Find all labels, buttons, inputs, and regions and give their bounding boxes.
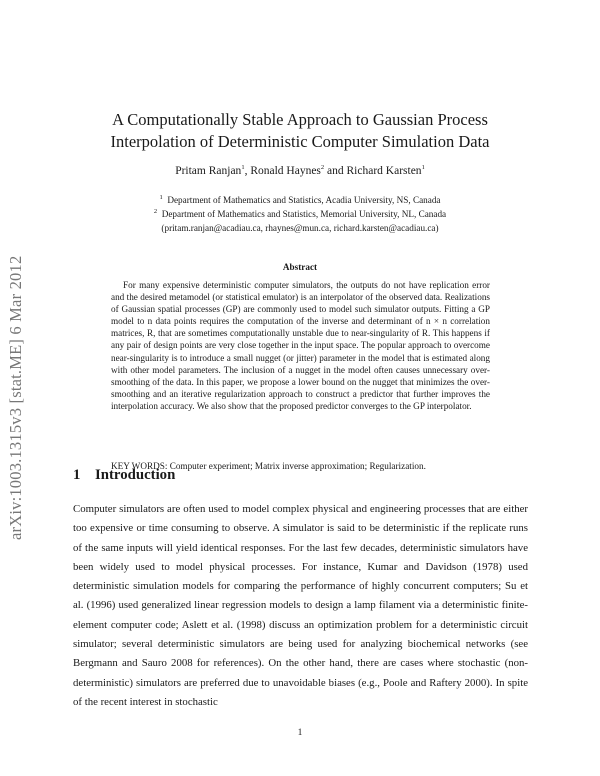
affiliation-2 <box>60 208 540 220</box>
section-heading <box>73 467 175 484</box>
author-separator: , <box>244 165 251 177</box>
author-emails: (pritam.ranjan@acadiau.ca, rhaynes@mun.ca, richard.karsten@acadiau.ca) <box>161 223 439 233</box>
affiliation-1-text: Department of Mathematics and Statistics, Acadia University, NS, Canada <box>167 195 441 205</box>
author-3-affil: 1 <box>421 164 425 172</box>
affiliation-1-mark: 1 <box>159 193 163 201</box>
affiliation-2-mark: 2 <box>153 207 158 215</box>
title-line-2: Interpolation of Deterministic Computer Simulation Data <box>110 132 490 151</box>
author-2: Ronald Haynes <box>250 165 321 177</box>
author-3: Richard Karsten <box>346 165 422 177</box>
title-line-1: A Computationally Stable Approach to Gaussian Process <box>112 110 488 129</box>
author-1: Pritam Ranjan <box>175 165 242 177</box>
page-number: 1 <box>297 728 303 738</box>
body-paragraph: Computer simulators are often used to model complex physical and engineering processes that are either too expensive or time consuming to observe. A simulator is said to be deterministic if the replicate runs of the same inputs will yield identical responses. For the last few decades, deterministic simulators have been widely used to model physical processes. For instance, Kumar and Davidson (1978) used deterministic simulation models for comparing the performance of highly concurrent computers; Su et al. (1996) used generalized linear regression models to design a lamp filament via a deterministic finite-element computer code; Aslett et al. (1998) discuss an optimization problem for a deterministic circuit simulator; several deterministic simulators are being used for analyzing biochemical networks (see Bergmann and Sauro 2008 for references). On the other hand, there are cases where stochastic (non-deterministic) simulators are preferred due to unavoidable biases (e.g., Poole and Raftery 2000). In spite of the recent interest in stochastic <box>73 503 528 708</box>
author-separator: and <box>324 165 347 177</box>
abstract-text: For many expensive deterministic computer simulators, the outputs do not have replication error and the desired metamodel (or statistical emulator) is an interpolator of the observed data. Realizations of Gaussian spatial processes (GP) are commonly used to model such simulator outputs. Fitting a GP model to n data points requires the computation of the inverse and determinant of n × n correlation matrices, R, that are sometimes computationally unstable due to near-singularity of R. This happens if any pair of design points are very close together in the input space. The popular approach to overcome near-singularity is to introduce a small nugget (or jitter) parameter in the model that is estimated along with other model parameters. The inclusion of a nugget in the model often causes unnecessary over-smoothing of the data. In this paper, we propose a lower bound on the nugget that minimizes the over-smoothing and an iterative regularization approach to construct a predictor that further improves the interpolation accuracy. We also show that the proposed predictor converges to the GP interpolator. <box>111 280 490 411</box>
section-title: Introduction <box>95 467 176 483</box>
section-number: 1 <box>73 467 81 483</box>
keywords: KEY WORDS: Computer experiment; Matrix inverse approximation; Regularization. <box>111 461 426 471</box>
author-2-affil: 2 <box>320 164 325 172</box>
author-1-affil: 1 <box>241 164 245 172</box>
arxiv-stamp-text: arXiv:1003.1315v3 [stat.ME] 6 Mar 2012 <box>6 255 25 540</box>
affiliation-1 <box>60 194 540 206</box>
affiliation-2-text: Department of Mathematics and Statistics, Memorial University, NL, Canada <box>161 209 447 219</box>
abstract-heading: Abstract <box>282 262 318 272</box>
author-list <box>60 164 540 178</box>
